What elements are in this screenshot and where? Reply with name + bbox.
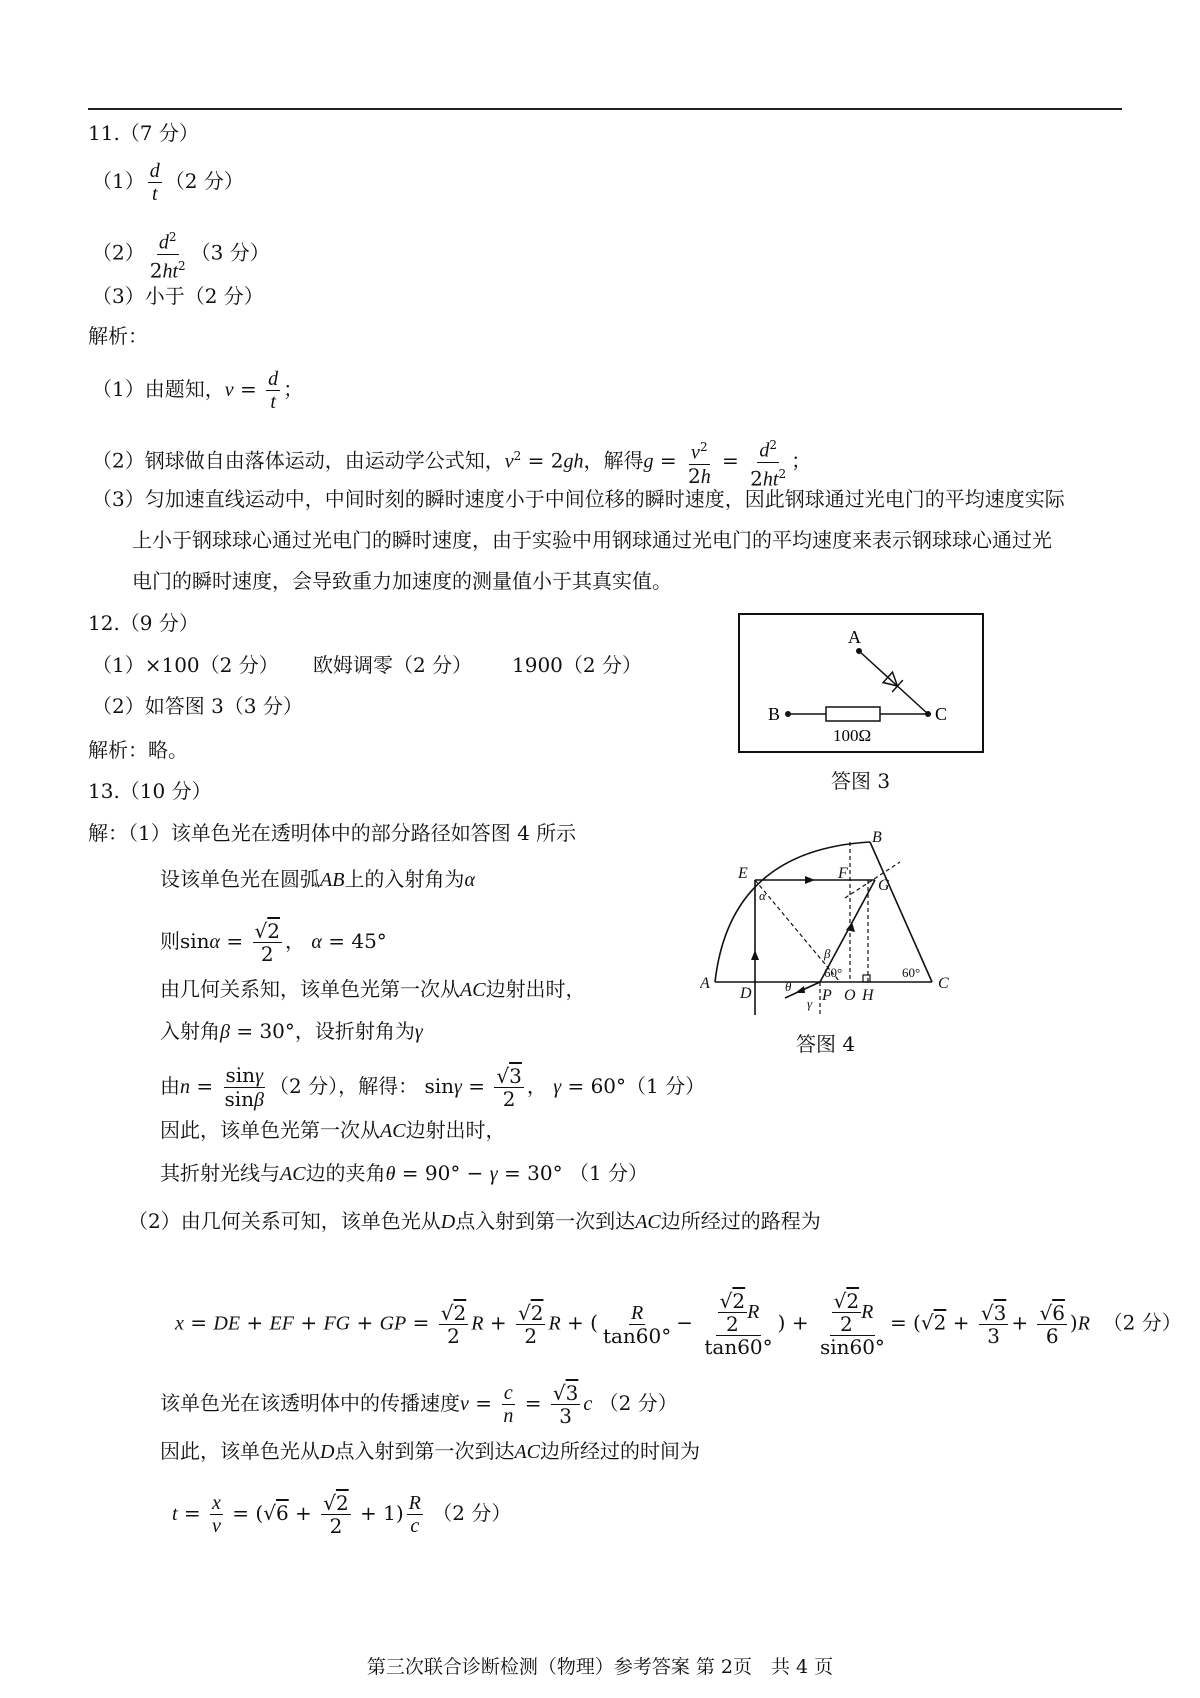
top-rule (88, 108, 1122, 110)
fig4-label-F: F (838, 865, 848, 882)
q13-line-sin-alpha: 则sinα = $\frac{√2}{2}$ ， α = 45° (160, 919, 387, 966)
q11-solution-3-line3: 电门的瞬时速度，会导致重力加速度的测量值小于其真实值。 (132, 569, 672, 593)
q13-part1-intro: 解：（1）该单色光在透明体中的部分路径如答图 4 所示 (88, 821, 577, 845)
q12-jiexi: 解析：略。 (88, 738, 188, 762)
q11-solution-1: （1）由题知，v = $\frac{d}{t}$ ； (92, 368, 304, 413)
fig4-label-E: E (738, 865, 748, 882)
q13-line-theta: 其折射光线与AC边的夹角θ = 90° − γ = 30° （1 分） (160, 1161, 649, 1185)
figure-4-optics (700, 830, 960, 1030)
fig4-label-gamma: γ (807, 996, 813, 1011)
arc-AB (715, 842, 870, 982)
fig4-label-alpha: α (759, 888, 766, 903)
q13-line-incidence: 设该单色光在圆弧AB上的入射角为α (160, 867, 475, 891)
q12-answer-1c: 1900（2 分） (512, 653, 642, 677)
fig4-angle-60-right: 60° (902, 965, 921, 980)
q13-line-geometry: 由几何关系知，该单色光第一次从AC边射出时， (160, 977, 586, 1001)
fig4-label-P: P (822, 987, 832, 1004)
q13-path-equation: x = DE + EF + FG + GP = $\frac{√2}{2}$ R + $\frac{√2}{2}$ R + ( $\frac{R}{\tan 60^\circ}$ − $\frac{√2}{2}$ R tan60° ) + $\frac{√2}{2}$ R sin60° = (√2 + $\frac{√3}{3}$ + $\frac{√6}{6}$ )R （2 分） (175, 1289, 1182, 1359)
figure-3-caption: 答图 3 (831, 769, 891, 793)
q13-part2-intro: （2）由几何关系可知，该单色光从D点入射到第一次到达AC边所经过的路程为 (128, 1209, 821, 1233)
fig4-label-A: A (700, 975, 710, 992)
figure-4-caption: 答图 4 (796, 1032, 856, 1056)
q11-header: 11.（7 分） (88, 121, 199, 145)
edge-BC (870, 842, 932, 982)
q12-answer-2: （2）如答图 3（3 分） (92, 694, 303, 718)
q13-header: 13.（10 分） (88, 779, 212, 803)
fig3-label-C: C (935, 704, 948, 724)
fig3-label-resistance: 100Ω (833, 726, 872, 745)
q12-answer-1a: （1）×100（2 分） (92, 653, 279, 677)
q13-time-intro: 因此，该单色光从D点入射到第一次到达AC边所经过的时间为 (160, 1439, 701, 1463)
fig4-label-H: H (862, 987, 874, 1004)
fig4-label-theta: θ (785, 979, 792, 994)
q12-answer-1b: 欧姆调零（2 分） (313, 653, 473, 677)
q11-solution-3-line2: 上小于钢球球心通过光电门的瞬时速度，由于实验中用钢球通过光电门的平均速度来表示钢球球心通过光 (132, 528, 1052, 552)
q13-time-equation: t = $\frac{x}{v}$ = (√6 + $\frac{√2}{2}$ + 1) $\frac{R}{c}$ （2 分） (172, 1491, 512, 1538)
q12-header: 12.（9 分） (88, 611, 199, 635)
fig4-label-B: B (872, 830, 882, 846)
fig4-label-O: O (844, 987, 856, 1004)
q11-answer-1: （1） $\frac{d}{t}$ （2 分） (92, 160, 244, 205)
q11-answer-2: （2） $\frac{d^2}{2ht^2}$ （3 分） (92, 226, 270, 282)
resistor-icon (826, 707, 880, 721)
q11-answer-3: （3）小于（2 分） (92, 284, 264, 308)
fig4-angle-60-left: 60° (824, 965, 843, 980)
q11-solution-3-line1: （3）匀加速直线运动中，中间时刻的瞬时速度小于中间位移的瞬时速度，因此钢球通过光电门的平均速度实际 (92, 487, 1065, 511)
q13-line-beta: 入射角β = 30°，设折射角为γ (160, 1019, 423, 1043)
q13-line-therefore: 因此，该单色光第一次从AC边射出时， (160, 1118, 506, 1142)
q13-line-snell: 由n = $\frac{\sin\gamma}{\sin\beta}$ （2 分），解得： sinγ = $\frac{√3}{2}$ ， γ = 60°（1 分） (160, 1063, 706, 1111)
q13-speed: 该单色光在该透明体中的传播速度v = $\frac{c}{n}$ = $\frac{√3}{3}$ c （2 分） (160, 1381, 678, 1428)
fig3-label-A: A (848, 627, 861, 647)
fig4-label-G: G (878, 877, 890, 894)
fig4-label-C: C (938, 975, 949, 992)
page-footer: 第三次联合诊断检测（物理）参考答案 第 2页 共 4 页 (366, 1656, 834, 1678)
fig4-label-beta: β (824, 946, 831, 961)
q11-jiexi: 解析： (88, 324, 148, 348)
fig3-label-B: B (768, 704, 781, 724)
fig4-label-D: D (740, 985, 752, 1002)
q11-solution-2: （2）钢球做自由落体运动，由运动学公式知，$v^2 = 2gh$，解得g = $\frac{v^2}{2h}$ = $\frac{d^2}{2ht^2}$ ； (92, 434, 811, 490)
figure-3-circuit (738, 613, 984, 753)
